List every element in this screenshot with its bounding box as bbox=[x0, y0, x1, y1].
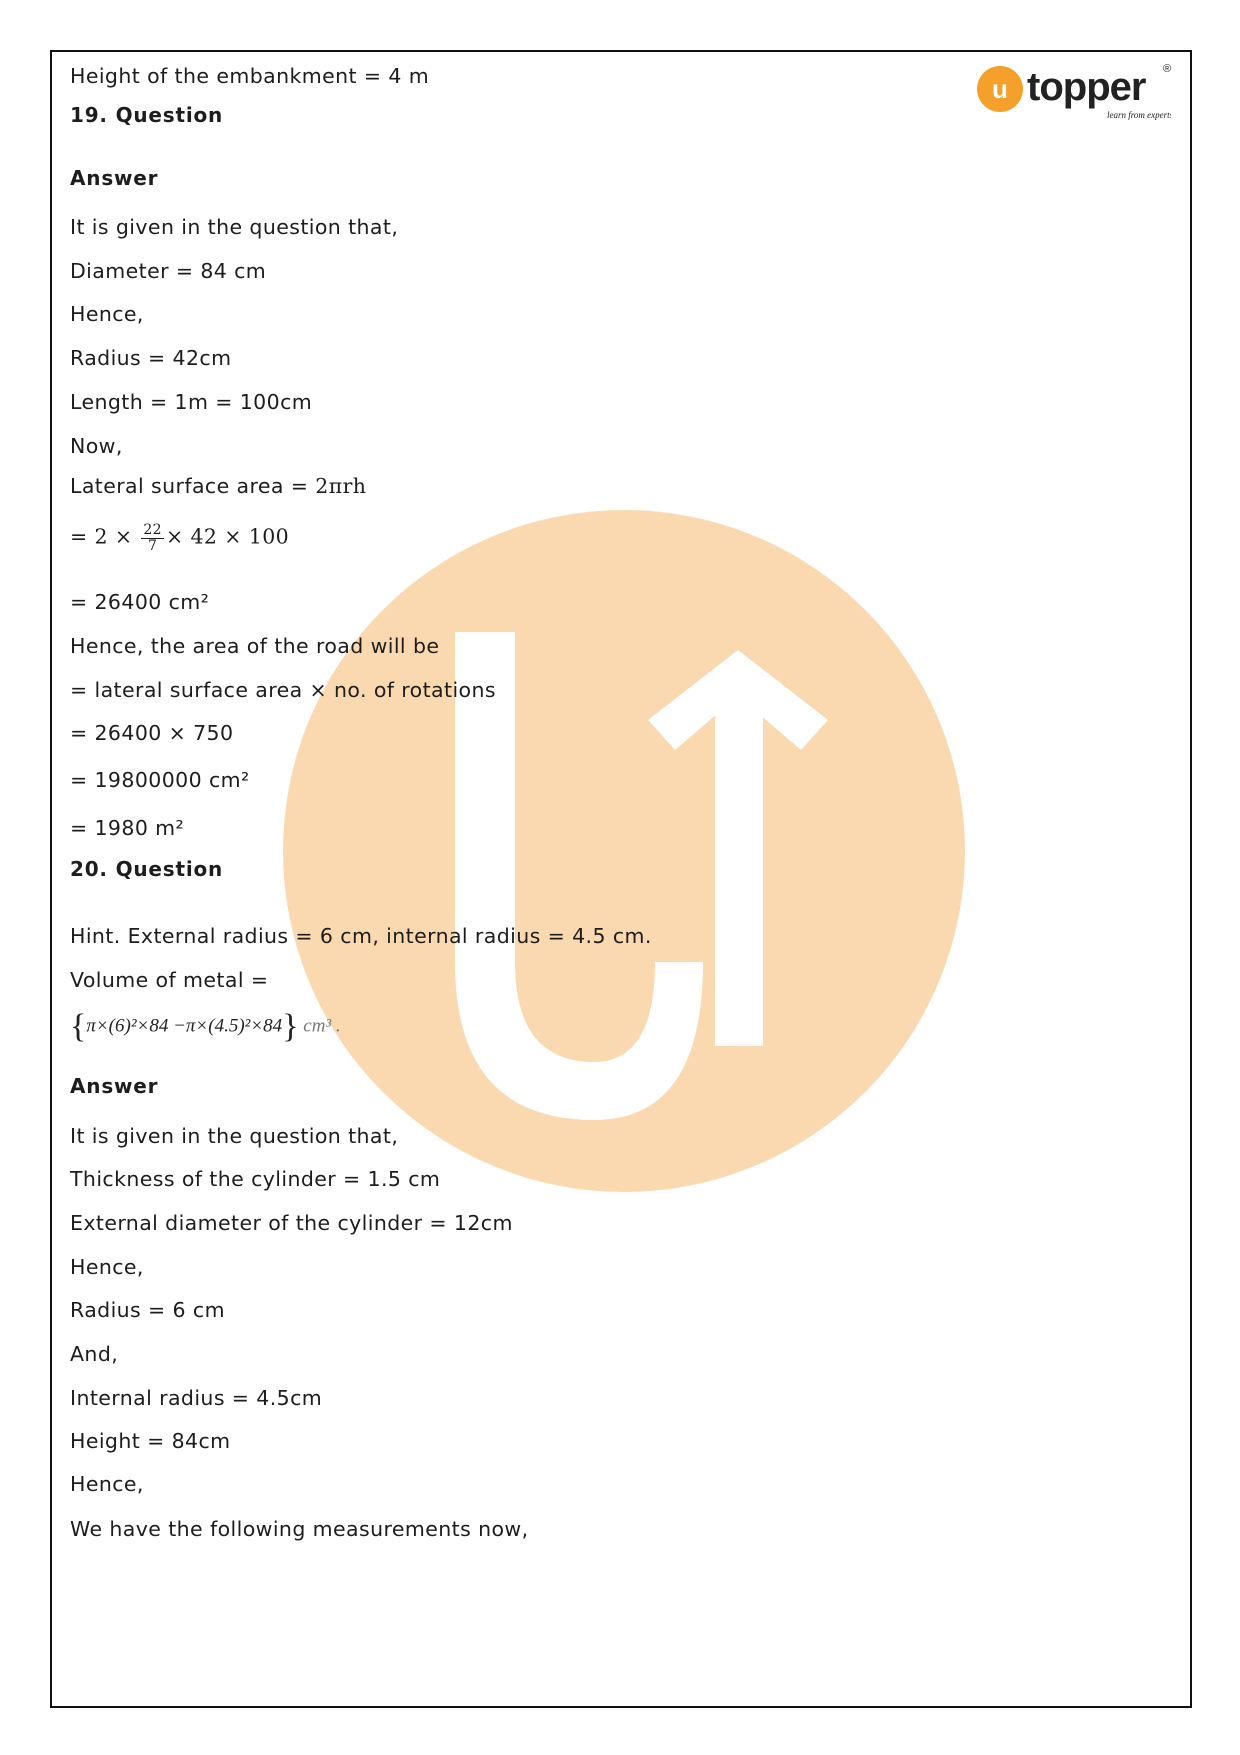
embankment-line: Height of the embankment = 4 m bbox=[70, 64, 430, 88]
road-area-line: Hence, the area of the road will be bbox=[70, 634, 440, 658]
svg-text:topper: topper bbox=[1027, 65, 1146, 109]
calculation-line bbox=[70, 523, 289, 553]
and-line: And, bbox=[70, 1342, 119, 1366]
lsa-rotations-line: = lateral surface area × no. of rotations bbox=[70, 678, 496, 702]
area-line-2: = 19800000 cm² bbox=[70, 768, 250, 792]
hence-line-1: Hence, bbox=[70, 302, 144, 326]
watermark-logo bbox=[283, 510, 965, 1192]
fraction bbox=[141, 523, 164, 553]
fraction-denominator: 7 bbox=[148, 537, 158, 554]
answer-20-heading: Answer bbox=[70, 1074, 159, 1098]
given-line-20: It is given in the question that, bbox=[70, 1124, 399, 1148]
external-diameter-line: External diameter of the cylinder = 12cm bbox=[70, 1211, 513, 1235]
thickness-line: Thickness of the cylinder = 1.5 cm bbox=[70, 1167, 441, 1191]
question-19-heading: 19. Question bbox=[70, 103, 224, 127]
question-20-heading: 20. Question bbox=[70, 857, 224, 881]
lateral-surface-area-line bbox=[70, 474, 366, 498]
hint-line: Hint. External radius = 6 cm, internal radius = 4.5 cm. bbox=[70, 924, 652, 948]
close-brace: } bbox=[282, 1008, 299, 1045]
answer-19-heading: Answer bbox=[70, 166, 159, 190]
area-line-3: = 1980 m² bbox=[70, 816, 185, 840]
length-line: Length = 1m = 100cm bbox=[70, 390, 313, 414]
open-brace: { bbox=[70, 1008, 87, 1045]
fraction-numerator: 22 bbox=[143, 522, 162, 538]
now-line: Now, bbox=[70, 434, 123, 458]
internal-radius-line: Internal radius = 4.5cm bbox=[70, 1386, 323, 1410]
topper-logo bbox=[975, 62, 1171, 128]
volume-formula bbox=[70, 1010, 341, 1044]
svg-text:u: u bbox=[992, 74, 1008, 104]
area-line-1: = 26400 cm² bbox=[70, 590, 210, 614]
hence-line-2: Hence, bbox=[70, 1255, 144, 1279]
height-line: Height = 84cm bbox=[70, 1429, 231, 1453]
svg-text:®: ® bbox=[1163, 63, 1171, 75]
measurements-line: We have the following measurements now, bbox=[70, 1517, 529, 1541]
calc-suffix: × 42 × 100 bbox=[165, 524, 290, 549]
svg-text:learn from experts: learn from experts bbox=[1107, 110, 1171, 120]
lsa-label: Lateral surface area = bbox=[70, 474, 316, 498]
calc-prefix: = 2 × bbox=[70, 524, 140, 549]
radius-line-1: Radius = 42cm bbox=[70, 346, 232, 370]
volume-unit: cm³ . bbox=[303, 1015, 341, 1037]
lsa-formula: 2πrh bbox=[315, 474, 367, 498]
diameter-line: Diameter = 84 cm bbox=[70, 259, 267, 283]
volume-expression: π×(6)²×84 −π×(4.5)²×84 bbox=[86, 1015, 283, 1037]
volume-label: Volume of metal = bbox=[70, 968, 269, 992]
radius-line-2: Radius = 6 cm bbox=[70, 1298, 225, 1322]
hence-line-3: Hence, bbox=[70, 1472, 144, 1496]
multiplication-line: = 26400 × 750 bbox=[70, 721, 234, 745]
given-line-19: It is given in the question that, bbox=[70, 215, 399, 239]
